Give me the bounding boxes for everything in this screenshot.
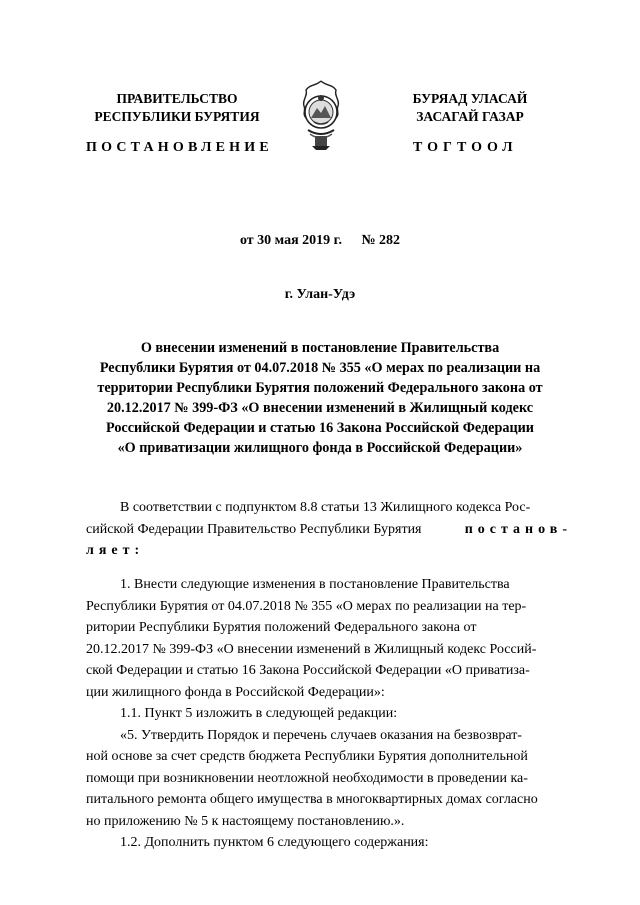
preamble: [86, 497, 572, 562]
body-line: но приложению № 5 к настоящему постановлению.».: [86, 813, 405, 829]
body-line: 1. Внести следующие изменения в постановление Правительства: [120, 577, 510, 592]
body-line: 1.1. Пункт 5 изложить в следующей редакции:: [120, 706, 398, 721]
dateline: [0, 233, 640, 249]
title-line: О внесении изменений в постановление Правительства: [140, 340, 500, 356]
header-right-line: БУРЯАД УЛАСАЙ: [412, 91, 528, 106]
header-right-authority: [375, 90, 565, 126]
document-title: [70, 338, 570, 458]
body-line: «5. Утвердить Порядок и перечень случаев оказания на безвозврат-: [120, 727, 522, 743]
header-left-line: РЕСПУБЛИКИ БУРЯТИЯ: [94, 109, 260, 124]
title-line: 20.12.2017 № 399-ФЗ «О внесении изменений в Жилищный кодекс: [106, 400, 534, 416]
body-line: ритории Республики Бурятия положений Федерального закона от: [86, 620, 477, 635]
decree-word: постанов-: [464, 521, 572, 537]
body-line: ции жилищного фонда в Российской Федерации»:: [86, 684, 385, 700]
decree-word-end: ляет:: [86, 543, 145, 558]
body-line: 1.2. Дополнить пунктом 6 следующего содержания:: [120, 835, 429, 850]
title-line: «О приватизации жилищного фонда в Российской Федерации»: [117, 440, 523, 456]
preamble-line-3: [86, 540, 572, 562]
preamble-line-1: В соответствии с подпунктом 8.8 статьи 13 Жилищного кодекса Рос-: [120, 500, 531, 515]
body-line: Республики Бурятия от 04.07.2018 № 355 «О мерах по реализации на тер-: [86, 598, 527, 614]
body-line: ской Федерации и статью 16 Закона Российской Федерации «О приватиза-: [86, 663, 530, 678]
doc-type-russian: ПОСТАНОВЛЕНИЕ: [86, 140, 273, 155]
header-right-line: ЗАСАГАЙ ГАЗАР: [416, 109, 524, 124]
preamble-line-2: сийской Федерации Правительство Республики Бурятия постанов-: [86, 519, 572, 541]
title-line: Республики Бурятия от 04.07.2018 № 355 «О мерах по реализации на: [99, 360, 541, 376]
header-left-line: ПРАВИТЕЛЬСТВО: [116, 91, 238, 106]
body-line: 20.12.2017 № 399-ФЗ «О внесении изменений в Жилищный кодекс Россий-: [86, 641, 537, 657]
doc-type-buryat: ТОГТООЛ: [413, 140, 518, 155]
document-number: № 282: [361, 233, 401, 248]
body-line: ной основе за счет средств бюджета Республики Бурятия дополнительной: [86, 749, 528, 764]
body-text: [86, 574, 572, 854]
coat-of-arms-icon: [296, 78, 346, 152]
document-date: от 30 мая 2019 г.: [239, 233, 342, 248]
body-line: питального ремонта общего имущества в многоквартирных домах согласно: [86, 792, 538, 807]
city: г. Улан-Удэ: [284, 287, 356, 302]
title-line: территории Республики Бурятия положений Федерального закона от: [97, 380, 543, 396]
body-line: помощи при возникновении неотложной необходимости в проведении ка-: [86, 770, 528, 786]
header-left-authority: [82, 90, 272, 126]
title-line: Российской Федерации и статью 16 Закона Российской Федерации: [106, 420, 534, 436]
